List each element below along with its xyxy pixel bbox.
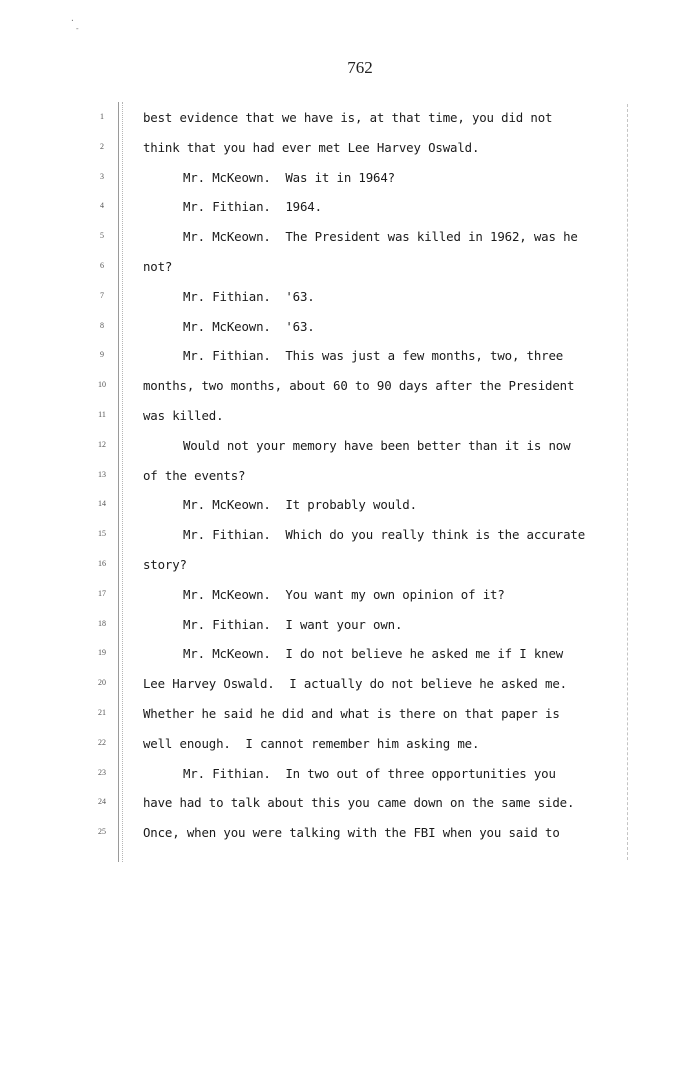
transcript-line bbox=[0, 372, 691, 402]
transcript-line bbox=[0, 730, 691, 760]
transcript-line bbox=[0, 313, 691, 343]
scan-specks: . - bbox=[70, 14, 80, 33]
transcript-line bbox=[0, 491, 691, 521]
transcript-body bbox=[0, 104, 691, 849]
line-number: 19 bbox=[98, 648, 106, 658]
line-text: Mr. Fithian. This was just a few months, two, three bbox=[183, 348, 564, 364]
line-text: Mr. Fithian. '63. bbox=[183, 288, 315, 304]
line-number: 9 bbox=[100, 350, 104, 360]
page-number: 762 bbox=[347, 58, 373, 77]
line-number: 24 bbox=[98, 797, 106, 807]
line-text: Would not your memory have been better than it is now bbox=[183, 437, 571, 453]
line-number: 15 bbox=[98, 529, 106, 539]
line-number: 23 bbox=[98, 767, 106, 777]
line-text: best evidence that we have is, at that time, you did not bbox=[143, 110, 553, 125]
line-number: 12 bbox=[98, 439, 106, 449]
transcript-line bbox=[0, 402, 691, 432]
line-text: Mr. McKeown. I do not believe he asked me if I knew bbox=[183, 646, 564, 662]
transcript-line bbox=[0, 640, 691, 670]
line-text: well enough. I cannot remember him asking me. bbox=[143, 735, 480, 751]
transcript-line bbox=[0, 521, 691, 551]
line-text: Mr. McKeown. It probably would. bbox=[183, 497, 417, 513]
transcript-line bbox=[0, 789, 691, 819]
line-text: Mr. McKeown. You want my own opinion of it? bbox=[183, 586, 505, 602]
line-text: months, two months, about 60 to 90 days after the President bbox=[143, 378, 575, 394]
transcript-line bbox=[0, 134, 691, 164]
transcript-line bbox=[0, 164, 691, 194]
line-number: 25 bbox=[98, 827, 106, 837]
line-number: 1 bbox=[100, 112, 104, 121]
line-number: 2 bbox=[100, 141, 104, 151]
line-text: Mr. McKeown. '63. bbox=[183, 318, 315, 334]
line-text: Mr. McKeown. Was it in 1964? bbox=[183, 169, 395, 185]
transcript-line bbox=[0, 462, 691, 492]
line-number: 5 bbox=[100, 231, 104, 241]
transcript-line bbox=[0, 253, 691, 283]
line-text: have had to talk about this you came down on the same side. bbox=[143, 795, 575, 811]
line-number: 6 bbox=[100, 260, 104, 270]
transcript-line bbox=[0, 611, 691, 641]
line-number: 7 bbox=[100, 290, 104, 300]
transcript-line bbox=[0, 760, 691, 790]
line-text: of the events? bbox=[143, 467, 246, 483]
transcript-line bbox=[0, 551, 691, 581]
transcript-line bbox=[0, 283, 691, 313]
line-text: story? bbox=[143, 556, 187, 572]
line-number: 10 bbox=[98, 380, 106, 390]
line-text: Once, when you were talking with the FBI when you said to bbox=[143, 825, 560, 841]
line-number: 20 bbox=[98, 678, 106, 688]
line-text: was killed. bbox=[143, 407, 224, 423]
line-number: 14 bbox=[98, 499, 106, 509]
line-number: 18 bbox=[98, 618, 106, 628]
line-text: Mr. Fithian. Which do you really think is the accurate bbox=[183, 527, 586, 543]
transcript-line bbox=[0, 581, 691, 611]
transcript-line bbox=[0, 104, 691, 134]
line-number: 13 bbox=[98, 469, 106, 479]
line-text: not? bbox=[143, 258, 173, 274]
line-text: think that you had ever met Lee Harvey Oswald. bbox=[143, 139, 480, 155]
transcript-line bbox=[0, 432, 691, 462]
transcript-line bbox=[0, 700, 691, 730]
line-number: 3 bbox=[100, 171, 104, 181]
line-number: 4 bbox=[100, 201, 104, 211]
line-number: 16 bbox=[98, 558, 106, 568]
line-text: Mr. Fithian. In two out of three opportunities you bbox=[183, 765, 556, 781]
line-text: Lee Harvey Oswald. I actually do not believe he asked me. bbox=[143, 676, 567, 692]
line-number: 21 bbox=[98, 707, 106, 717]
transcript-line bbox=[0, 223, 691, 253]
line-number: 22 bbox=[98, 737, 106, 747]
line-number: 11 bbox=[98, 409, 106, 419]
line-text: Mr. McKeown. The President was killed in 1962, was he bbox=[183, 229, 578, 245]
transcript-line bbox=[0, 819, 691, 849]
line-number: 8 bbox=[100, 320, 104, 330]
line-text: Mr. Fithian. 1964. bbox=[183, 199, 322, 215]
line-text: Mr. Fithian. I want your own. bbox=[183, 616, 403, 632]
transcript-line bbox=[0, 342, 691, 372]
transcript-line bbox=[0, 193, 691, 223]
line-text: Whether he said he did and what is there on that paper is bbox=[143, 705, 560, 721]
transcript-line bbox=[0, 670, 691, 700]
line-number: 17 bbox=[98, 588, 106, 598]
